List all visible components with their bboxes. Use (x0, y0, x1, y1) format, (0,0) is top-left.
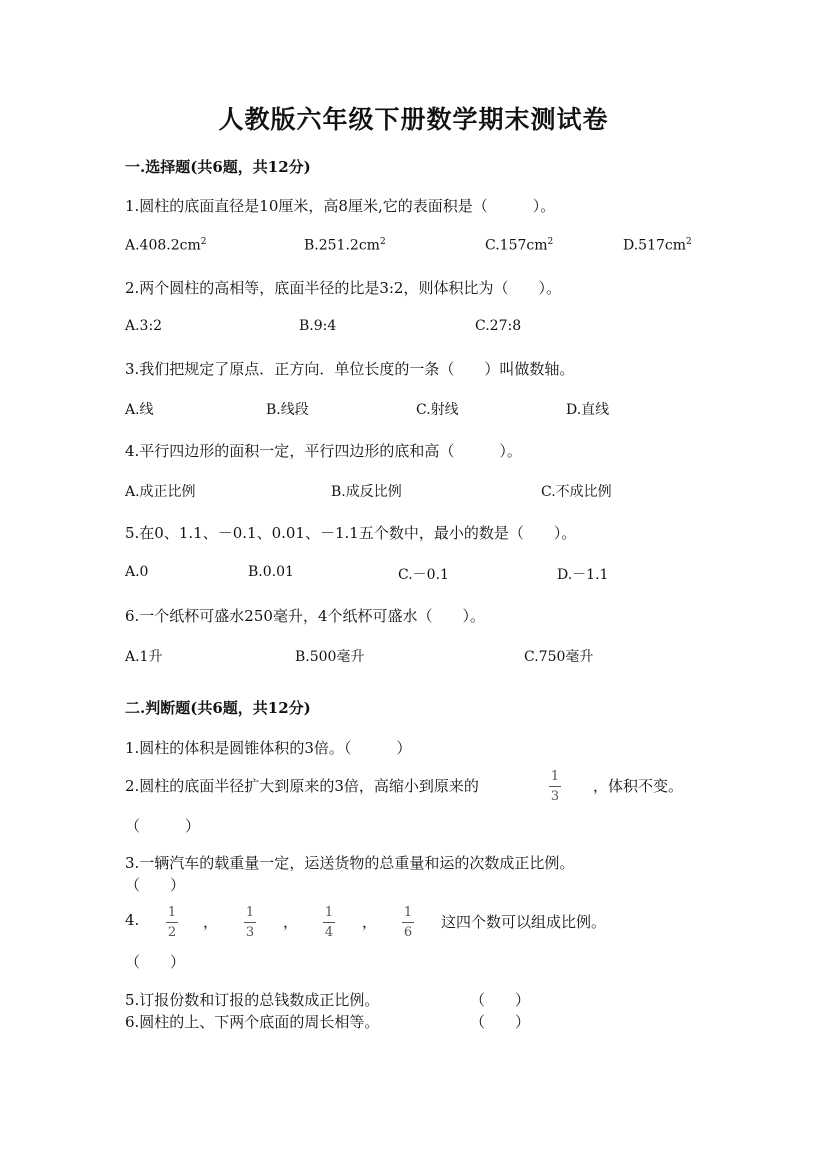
option-3d: D.直线 (566, 402, 610, 418)
judgment-4-paren: （ ） (125, 953, 186, 971)
fraction-one-third-b: 1 3 (245, 905, 255, 940)
section-heading-choice: 一.选择题(共6题，共12分) (125, 158, 311, 176)
option-1a: $A.408.2cm^2$ (125, 237, 207, 254)
question-4: 4.平行四边形的面积一定，平行四边形的底和高（ ）。 (125, 442, 522, 460)
judgment-1: 1.圆柱的体积是圆锥体积的3倍。（ ） (125, 739, 412, 757)
judgment-3-paren: （ ） (125, 876, 186, 894)
fraction-one-quarter: 1 4 (324, 905, 334, 940)
option-1c: $C.157cm^2$ (485, 237, 554, 254)
judgment-4-text: 这四个数可以组成比例。 (441, 913, 607, 931)
option-6b: B.500毫升 (295, 649, 365, 665)
question-1: 1.圆柱的底面直径是10厘米，高8厘米,它的表面积是（ ）。 (125, 197, 556, 215)
option-4c: C.不成比例 (541, 484, 612, 500)
judgment-2-text: 2.圆柱的底面半径扩大到原来的3倍，高缩小到原来的 (125, 777, 479, 795)
fraction-one-sixth: 1 6 (403, 905, 413, 940)
option-2c: C.27:8 (475, 318, 522, 334)
option-3a: A.线 (125, 402, 154, 418)
option-1b: $B.251.2cm^2$ (304, 237, 386, 254)
option-5b: B.0.01 (248, 564, 294, 580)
judgment-2-paren: （ ） (125, 817, 201, 835)
judgment-4-number: 4. (125, 911, 140, 929)
option-3b: B.线段 (266, 402, 309, 418)
judgment-5: 5.订报份数和订报的总钱数成正比例。 (125, 991, 380, 1009)
judgment-6: 6.圆柱的上、下两个底面的周长相等。 (125, 1013, 380, 1031)
option-6a: A.1升 (125, 649, 163, 665)
option-6c: C.750毫升 (524, 649, 594, 665)
judgment-5-paren: （ ） (470, 991, 531, 1009)
question-5: 5.在0、1.1、－0.1、0.01、－1.1五个数中，最小的数是（ ）。 (125, 524, 577, 542)
option-4a: A.成正比例 (125, 484, 196, 500)
question-6: 6.一个纸杯可盛水250毫升，4个纸杯可盛水（ ）。 (125, 607, 485, 625)
fraction-one-third: 1 3 (550, 769, 560, 804)
option-4b: B.成反比例 (331, 484, 402, 500)
comma-2: ， (283, 913, 299, 931)
question-3: 3.我们把规定了原点．正方向．单位长度的一条（ ）叫做数轴。 (125, 360, 575, 378)
option-5d: D.－1.1 (557, 567, 609, 583)
question-2: 2.两个圆柱的高相等，底面半径的比是3:2，则体积比为（ ）。 (125, 279, 561, 297)
judgment-3: 3.一辆汽车的载重量一定，运送货物的总重量和运的次数成正比例。 (125, 854, 575, 872)
judgment-2-suffix: ，体积不变。 (593, 777, 684, 795)
option-5c: C.－0.1 (398, 567, 449, 583)
option-2a: A.3:2 (125, 318, 163, 334)
option-1d: $D.517cm^2$ (623, 237, 692, 254)
option-3c: C.射线 (416, 402, 459, 418)
judgment-6-paren: （ ） (470, 1013, 531, 1031)
page-title: 人教版六年级下册数学期末测试卷 (218, 105, 609, 134)
fraction-one-half: 1 2 (167, 905, 177, 940)
section-heading-judgment: 二.判断题(共6题，共12分) (125, 699, 311, 717)
comma-3: ， (362, 913, 378, 931)
option-5a: A.0 (125, 564, 149, 580)
option-2b: B.9:4 (299, 318, 337, 334)
comma-1: ， (203, 913, 219, 931)
